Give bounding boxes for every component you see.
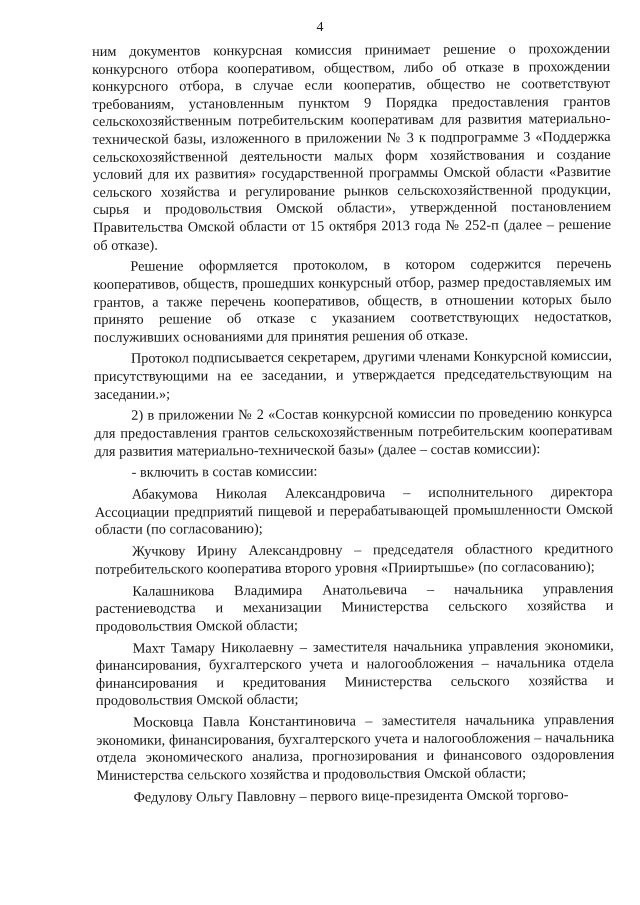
paragraph-protocol-decision: Решение оформляется протоколом, в котором содержится перечень кооперативов, обществ, прошедших конкурсный отбор, размер предоставляемых им грантов, а также перечень кооперативов, обществ, в отношении которых было принято решение об отказе с указанием соответствующих недостатков, послуживших основаниями для принятия решения об отказе.: [93, 256, 612, 346]
page-number: 4: [316, 20, 324, 35]
member-fedulova: Федулову Ольгу Павловну – первого вице-президента Омской торгово-: [133, 786, 569, 806]
paragraph-annex-2-amendment: 2) в приложении № 2 «Состав конкурсной комиссии по проведению конкурса для предоставления грантов сельскохозяйственным потребительским кооперативам для развития материально-технической базы» (далее – состав комиссии):: [94, 405, 613, 460]
member-makht: Махт Тамару Николаевну – заместителя начальника управления экономики, финансирования, бухгалтерского учета и налогообложения – начальника отдела финансирования и кредитования Министерства сельского хозяйства и продовольствия Омской области;: [95, 637, 614, 710]
member-kalashnikov: Калашникова Владимира Анатольевича – начальника управления растениеводства и механизации Министерства сельского хозяйства и продовольствия Омской области;: [95, 580, 614, 635]
member-moskovets: Московца Павла Константиновича – заместителя начальника управления экономики, финансирования, бухгалтерского учета и налогообложения – начальника отдела экономического анализа, прогнозирования и финансового оздоровления Министерства сельского хозяйства и продовольствия Омской области;: [96, 711, 615, 784]
paragraph-protocol-signing: Протокол подписывается секретарем, другими членами Конкурсной комиссии, присутствующими на ее заседании, и утверждается председательствующим на заседании.»;: [93, 348, 613, 403]
member-zhuchkova: Жучкову Ирину Александровну – председателя областного кредитного потребительского кооператива второго уровня «Прииртышье» (по согласованию);: [95, 540, 614, 578]
paragraph-include-in-commission: - включить в состав комиссии:: [131, 464, 318, 482]
document-body: [92, 41, 615, 807]
member-abakumov: Абакумова Николая Александровича – исполнительного директора Ассоциации предприятий пищевой и перерабатывающей промышленности Омской области (по согласованию);: [94, 484, 613, 539]
paragraph-continuation: ним документов конкурсная комиссия принимает решение о прохождении конкурсного отбора кооперативом, обществом, либо об отказе в прохождении конкурсного отбора, в случае если кооператив, общество не соответствуют требованиям, установленным пунктом 9 Порядка предоставления грантов сельскохозяйственным потребительским кооперативам для развития материально-технической базы, изложенного в приложении № 3 к подпрограмме 3 «Поддержка сельскохозяйственной деятельности малых форм хозяйствования и создание условий для их развития» государственной программы Омской области «Развитие сельского хозяйства и регулирование рынков сельскохозяйственной продукции, сырья и продовольствия Омской области», утвержденной постановлением Правительства Омской области от 15 октября 2013 года № 252-п (далее – решение об отказе).: [92, 40, 612, 254]
